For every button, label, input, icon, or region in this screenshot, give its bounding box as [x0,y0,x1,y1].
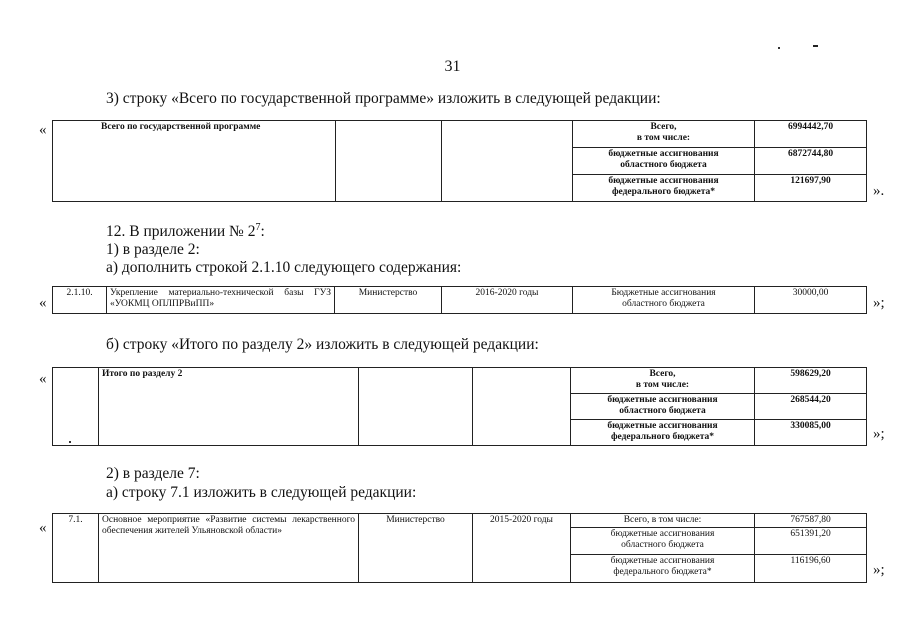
table-title: Итого по разделу 2 [99,368,359,446]
row-executor: Министерство [359,514,473,583]
paragraph-text: 12. В приложении № 2 [106,223,256,241]
row-years: 2015-2020 годы [473,514,571,583]
funding-label: бюджетные ассигнования федерального бюджета* [571,554,755,582]
funding-value: 598629,20 [755,368,867,394]
open-quote: « [39,371,47,387]
table-total-program [52,120,867,202]
funding-label: бюджетные ассигнования федерального бюджета* [571,420,755,446]
funding-label: бюджетные ассигнования областного бюджета [571,528,755,554]
table-total-section-2 [52,367,867,446]
paragraph-total-section-2: б) строку «Итого по разделу 2» изложить в следующей редакции: [106,336,539,353]
empty-cell [336,121,442,202]
scan-mark [813,45,818,47]
paragraph-section-7: 2) в разделе 7: [106,465,200,482]
funding-value: 116196,60 [755,554,867,582]
paragraph-item-3: 3) строку «Всего по государственной программе» изложить в следующей редакции: [106,90,661,107]
paragraph-item-12 [106,222,265,241]
funding-label: бюджетные ассигнования федерального бюджета* [573,174,755,201]
open-quote: « [39,122,47,138]
empty-cell [359,368,473,446]
paragraph-section-2: 1) в разделе 2: [106,241,200,258]
close-quote: »; [873,295,885,311]
scan-mark [778,47,780,49]
row-name: Основное мероприятие «Развитие системы лекарственного обеспечения жителей Ульяновской области» [99,514,359,583]
funding-value: 6994442,70 [755,121,867,148]
funding-value: 651391,20 [755,528,867,554]
row-executor: Министерство [335,287,442,314]
row-name: Укрепление материально-технической базы ГУЗ «УОКМЦ ОПЛПРВиПП» [107,287,335,314]
table-title: Всего по государственной программе [53,121,336,202]
paragraph-row-7-1: а) строку 7.1 изложить в следующей редакции: [106,484,417,501]
empty-cell [442,121,573,202]
close-quote [873,183,884,200]
row-value: 30000,00 [755,287,867,314]
funding-label: Всего, в том числе: [571,368,755,394]
close-quote: »; [873,562,885,578]
paragraph-add-row: а) дополнить строкой 2.1.10 следующего содержания: [106,259,462,276]
table-row-7-1 [52,513,867,583]
row-number: 2.1.10. [53,287,107,314]
open-quote: « [39,295,47,311]
funding-value: 6872744,80 [755,148,867,174]
funding-value: 121697,90 [755,174,867,201]
close-quote-dot: . [880,183,885,199]
row-source: Бюджетные ассигнования областного бюджета [573,287,755,314]
funding-value: 268544,20 [755,394,867,420]
empty-cell [53,368,99,446]
close-quote: »; [873,426,885,442]
empty-cell [473,368,571,446]
funding-label: бюджетные ассигнования областного бюджета [571,394,755,420]
page-number: 31 [444,58,461,75]
superscript: 7 [255,222,261,233]
paragraph-colon: : [260,223,265,241]
funding-label: Всего, в том числе: [573,121,755,148]
row-number: 7.1. [53,514,99,583]
funding-value: 767587,80 [755,514,867,528]
row-years: 2016-2020 годы [442,287,573,314]
open-quote: « [39,520,47,536]
funding-value: 330085,00 [755,420,867,446]
funding-label: Всего, в том числе: [571,514,755,528]
funding-label: бюджетные ассигнования областного бюджета [573,148,755,174]
table-row-2-1-10 [52,286,867,314]
close-quote-mark: » [873,183,881,199]
